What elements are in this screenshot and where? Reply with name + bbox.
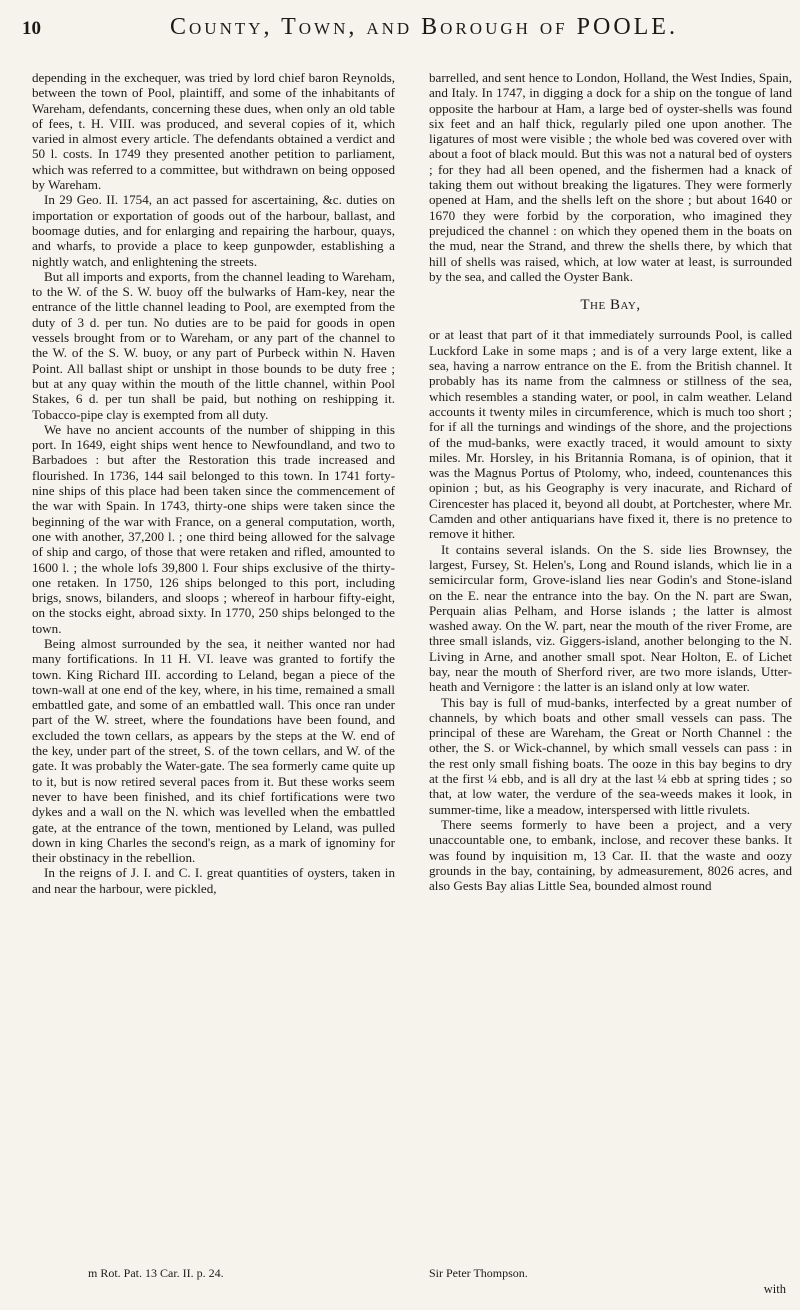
paragraph: This bay is full of mud-banks, interfected by a great number of channels, by which boats and other small vessels can pass. The principal of these are Wareham, the Great or North Channel : the other, the S. or Wick-channel, by which small vessels can pass : in the rest only small fishing boats. The ooze in this bay begins to dry at the first ¼ ebb, and is all dry at the last ¼ ebb at spring tides ; so that, at low water, the verdure of the sea-weeds makes it look, in summer-time, like a meadow, interspersed with little rivulets. [429, 694, 792, 817]
page-header [22, 14, 782, 54]
left-column [32, 70, 395, 1270]
paragraph: In the reigns of J. I. and C. I. great quantities of oysters, taken in and near the harbour, were pickled, [32, 865, 395, 896]
page-number: 10 [22, 18, 41, 39]
footnotes [32, 1266, 792, 1296]
right-column [429, 70, 792, 1270]
running-title: County, Town, and Borough of POOLE. [170, 14, 678, 40]
paragraph: We have no ancient accounts of the number of shipping in this port. In 1649, eight ships went hence to Newfoundland, and two to Barbadoes : but after the Restoration this trade increased and flourished. In 1736, 144 sail belonged to this town. In 1741 forty-nine ships of this place had been taken since the commencement of the war with Spain. In 1743, thirty-one ships were taken since the beginning of the war with France, on a general computation, worth, one with another, 37,200 l. ; one third being allowed for the salvage of ship and cargo, of those that were retaken and rifled, amounted to 1600 l. ; the whole lofs 39,800 l. Four ships exclusive of the thirty-one retaken. In 1750, 126 ships belonged to this port, including brigs, snows, bilanders, and sloops ; whereof in harbour fifty-eight, on the stocks eight, abroad sixty. In 1770, 250 ships belonged to the town. [32, 421, 395, 636]
right-column-upper [429, 70, 792, 284]
right-column-lower [429, 327, 792, 893]
paragraph: It contains several islands. On the S. side lies Brownsey, the largest, Fursey, St. Helen's, Long and Round islands, which lie in a semicircular form, Grove-island lies near Godin's and Stone-island on the E. near the entrance into the bay. On the N. part are Swan, Perquain alias Pelham, and Horse islands ; the latter is almost washed away. On the W. part, near the mouth of the river Frome, are three small islands, viz. Giggers-island, another belonging to the N. Living in Arne, and another small spot. Near Holton, E. of Lichet bay, near the mouth of Sherford river, are two more islands, Utter-heath and Vernigore : the latter is an island only at low water. [429, 541, 792, 695]
paragraph: But all imports and exports, from the channel leading to Wareham, to the W. of the S. W. buoy off the bulwarks of Ham-key, near the entrance of the little channel leading to Pool, are exempted from the duty of 3 d. per tun. No duties are to be paid for goods in open vessels brought from or to Wareham, or any part of the channel to the W. of the S. W. buoy, or any part of Purbeck within N. Haven Point. All ballast shipt or unshipt in those bounds to be duty free ; but at any quay within the mouth of the little channel, within Pool Stakes, 6 d. per tun shall be paid, but nothing on reshipping it. Tobacco-pipe clay is exempted from all duty. [32, 268, 395, 422]
paragraph: depending in the exchequer, was tried by lord chief baron Reynolds, between the town of Pool, plaintiff, and some of the inhabitants of Wareham, defendants, concerning these dues, when only an old table of fees, t. H. VIII. was produced, and several copies of it, which varied in almost every article. The defendants obtained a verdict and 50 l. costs. In 1749 they presented another petition to parliament, which was referred to a committee, but withdrawn on being opposed by Wareham. [32, 70, 395, 193]
paragraph: Being almost surrounded by the sea, it neither wanted nor had many fortifications. In 11 H. VI. leave was granted to fortify the town. King Richard III. according to Leland, began a piece of the town-wall at one end of the key, where, in his time, remained a small embattled gate, and some of an embattled wall. This once ran under part of the W. street, where the foundations have been found, and excluded the town cellars, as appears by the steps at the W. end of the key, under part of the street, S. of the town cellars, and W. of the gate. It was probably the Water-gate. The sea formerly came quite up to it, but is now retired several paces from it. But these works seem never to have been finished, and its chief fortifications were two dykes and a wall on the N. which was levelled when the embattled gate, at the entrance of the town, mentioned by Leland, was pulled down in king Charles the second's reign, as a mark of ignominy for their obstinacy in the rebellion. [32, 635, 395, 866]
section-heading: The Bay, [580, 297, 641, 314]
paragraph: There seems formerly to have been a project, and a very unaccountable one, to embank, inclose, and recover these banks. It was found by inquisition m, 13 Car. II. that the waste and oozy grounds in the bay, containing, by admeasurement, 8026 acres, and also Gests Bay alias Little Sea, bounded almost round [429, 816, 792, 894]
text-columns [32, 70, 792, 1270]
paragraph: or at least that part of it that immediately surrounds Pool, is called Luckford Lake in some maps ; and is of a very large extent, like a sea, having a narrow entrance on the E. from the British channel. It probably has its name from the calmness or stillness of the sea, which resembles a standing water, or pool, in calm weather. Leland accounts it twenty miles in circumference, which is much too short ; for if all the turnings and windings of the shore, and the projections of the mud-banks, were exactly traced, it would amount to sixty miles. Mr. Horsley, in his Britannia Romana, is of opinion, that it was the Magnus Portus of Ptolomy, who, indeed, countenances this opinion ; but, as his Geography is very inacurate, and Richard of Cirencester has placed it, beyond all doubt, at Portchester, where Mr. Camden and other antiquarians have fixed it, there is no pretence to remove it hither. [429, 327, 792, 542]
catchword: with [763, 1282, 786, 1296]
paragraph: In 29 Geo. II. 1754, an act passed for ascertaining, &c. duties on importation or exportation of goods out of the harbour, ballast, and boomage duties, and for enlarging and repairing the harbour, quays, and wharfs, to provide a place to keep gunpowder, establishing a nightly watch, and enlightening the streets. [32, 192, 395, 269]
footnote-right: Sir Peter Thompson. [429, 1266, 528, 1280]
paragraph: barrelled, and sent hence to London, Holland, the West Indies, Spain, and Italy. In 1747, in digging a dock for a ship on the tongue of land opposite the harbour at Ham, a large bed of oyster-shells was found six feet and an half thick, regularly piled one upon another. The ligatures of most were visible ; the whole bed was covered over with about a foot of black mould. But this was not a natural bed of oysters ; for they had all been opened, and the fishermen had a knack of taking them out without breaking the ligatures. They were formerly opened at Ham, and the shells left on the shore ; but about 1640 or 1670 they were forbid by the corporation, who imagined they prejudiced the channel : on which they opened them in the boats on the mud, near the Strand, and threw the shells there, by which that hill of shells was raised, which, at low water at least, is surrounded by the sea, and called the Oyster Bank. [429, 70, 792, 284]
footnote-left: m Rot. Pat. 13 Car. II. p. 24. [88, 1266, 224, 1280]
